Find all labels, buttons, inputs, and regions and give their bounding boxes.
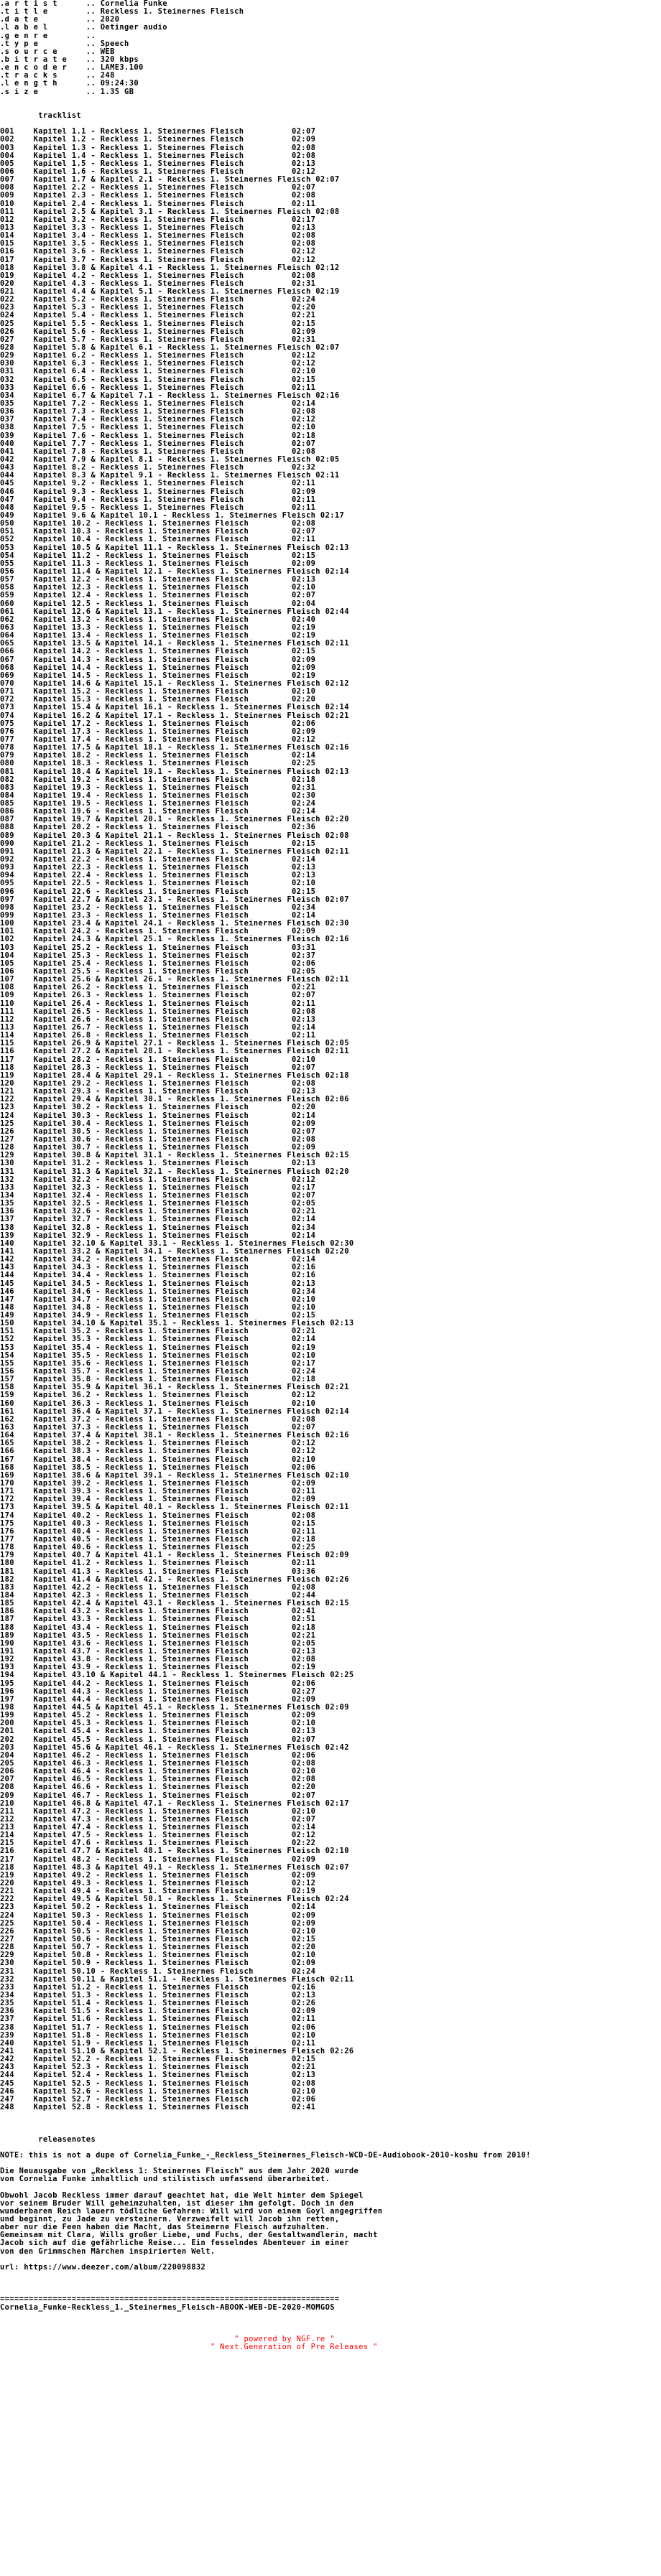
track-row: 074 Kapitel 16.2 & Kapitel 17.1 - Reckless 1. Steinernes Fleisch 02:21 [0,711,349,720]
track-row: 093 Kapitel 22.3 - Reckless 1. Steinernes Fleisch 02:13 [0,864,316,872]
note-line: Gemeinsam mit Clara, Wills großer Liebe, und Fuchs, der Gestaltwandlerin, macht [0,2231,378,2240]
track-row: 214 Kapitel 47.5 - Reckless 1. Steinernes Fleisch 02:12 [0,1831,316,1840]
track-row: 014 Kapitel 3.4 - Reckless 1. Steinernes Fleisch 02:08 [0,232,316,241]
track-row: 187 Kapitel 43.3 - Reckless 1. Steinernes Fleisch 02:51 [0,1615,316,1624]
track-row: 230 Kapitel 50.9 - Reckless 1. Steinernes Fleisch 02:09 [0,1959,316,1968]
track-row: 101 Kapitel 24.2 - Reckless 1. Steinernes Fleisch 02:09 [0,928,316,936]
track-row: 132 Kapitel 32.2 - Reckless 1. Steinernes Fleisch 02:12 [0,1175,316,1184]
track-row: 076 Kapitel 17.3 - Reckless 1. Steinernes Fleisch 02:09 [0,727,316,736]
track-row: 127 Kapitel 30.6 - Reckless 1. Steinernes Fleisch 02:08 [0,1135,316,1144]
releasenotes-heading: releasenotes [0,2135,96,2144]
track-row: 097 Kapitel 22.7 & Kapitel 23.1 - Reckless 1. Steinernes Fleisch 02:07 [0,895,349,904]
track-row: 223 Kapitel 50.2 - Reckless 1. Steinernes Fleisch 02:14 [0,1903,316,1912]
track-row: 162 Kapitel 37.2 - Reckless 1. Steinernes Fleisch 02:08 [0,1415,316,1424]
note-line: Die Neuausgabe von „Reckless 1: Steinernes Fleisch" aus dem Jahr 2020 wurde [0,2167,359,2176]
track-row: 154 Kapitel 35.5 - Reckless 1. Steinernes Fleisch 02:10 [0,1351,316,1360]
track-row: 178 Kapitel 40.6 - Reckless 1. Steinernes Fleisch 02:25 [0,1544,316,1552]
track-row: 157 Kapitel 35.8 - Reckless 1. Steinernes Fleisch 02:18 [0,1376,316,1384]
track-row: 004 Kapitel 1.4 - Reckless 1. Steinernes Fleisch 02:08 [0,151,316,160]
track-row: 057 Kapitel 12.2 - Reckless 1. Steinernes Fleisch 02:13 [0,576,316,584]
note-line [0,2160,661,2167]
track-row: 138 Kapitel 32.8 - Reckless 1. Steinernes Fleisch 02:34 [0,1223,316,1232]
track-row: 045 Kapitel 9.2 - Reckless 1. Steinernes Fleisch 02:11 [0,480,316,488]
track-row: 128 Kapitel 30.7 - Reckless 1. Steinernes Fleisch 02:09 [0,1144,316,1152]
track-row: 059 Kapitel 12.4 - Reckless 1. Steinernes Fleisch 02:07 [0,592,316,600]
track-row: 043 Kapitel 8.2 - Reckless 1. Steinernes Fleisch 02:32 [0,464,316,472]
track-row: 064 Kapitel 13.4 - Reckless 1. Steinernes Fleisch 02:19 [0,632,316,640]
track-row: 205 Kapitel 46.3 - Reckless 1. Steinernes Fleisch 02:08 [0,1759,316,1768]
track-row: 246 Kapitel 52.6 - Reckless 1. Steinernes Fleisch 02:10 [0,2087,316,2096]
track-row: 224 Kapitel 50.3 - Reckless 1. Steinernes Fleisch 02:09 [0,1911,316,1920]
track-row: 063 Kapitel 13.3 - Reckless 1. Steinernes Fleisch 02:19 [0,623,316,632]
track-row: 096 Kapitel 22.6 - Reckless 1. Steinernes Fleisch 02:15 [0,887,316,896]
track-row: 105 Kapitel 25.4 - Reckless 1. Steinernes Fleisch 02:06 [0,959,316,968]
track-row: 020 Kapitel 4.3 - Reckless 1. Steinernes Fleisch 02:31 [0,279,316,288]
track-row: 042 Kapitel 7.9 & Kapitel 8.1 - Reckless 1. Steinernes Fleisch 02:05 [0,456,340,465]
track-row: 237 Kapitel 51.6 - Reckless 1. Steinernes Fleisch 02:11 [0,2015,316,2024]
spacer [0,2287,661,2295]
track-row: 078 Kapitel 17.5 & Kapitel 18.1 - Reckless 1. Steinernes Fleisch 02:16 [0,744,349,752]
track-row: 068 Kapitel 14.4 - Reckless 1. Steinernes Fleisch 02:09 [0,663,316,672]
track-row: 002 Kapitel 1.2 - Reckless 1. Steinernes Fleisch 02:09 [0,136,316,144]
track-row: 183 Kapitel 42.2 - Reckless 1. Steinernes Fleisch 02:08 [0,1583,316,1592]
track-row: 058 Kapitel 12.3 - Reckless 1. Steinernes Fleisch 02:10 [0,584,316,592]
header-line: .b i t r a t e .. 320 kbps [0,55,139,64]
track-row: 170 Kapitel 39.2 - Reckless 1. Steinernes Fleisch 02:09 [0,1480,316,1488]
track-row: 248 Kapitel 52.8 - Reckless 1. Steinernes Fleisch 02:41 [0,2103,316,2111]
track-row: 111 Kapitel 26.5 - Reckless 1. Steinernes Fleisch 02:08 [0,1007,316,1016]
track-row: 029 Kapitel 6.2 - Reckless 1. Steinernes Fleisch 02:12 [0,352,316,360]
note-line: vor seinem Bruder Will geheimzuhalten, ist dieser ihm gefolgt. Doch in den [0,2199,354,2208]
track-row: 177 Kapitel 40.5 - Reckless 1. Steinernes Fleisch 02:18 [0,1536,316,1544]
header-line: .e n c o d e r .. LAME3.100 [0,64,144,73]
track-row: 191 Kapitel 43.7 - Reckless 1. Steinernes Fleisch 02:13 [0,1647,316,1656]
track-row: 245 Kapitel 52.5 - Reckless 1. Steinernes Fleisch 02:08 [0,2079,316,2088]
track-row: 037 Kapitel 7.4 - Reckless 1. Steinernes Fleisch 02:12 [0,416,316,424]
track-row: 239 Kapitel 51.8 - Reckless 1. Steinernes Fleisch 02:10 [0,2031,316,2040]
track-row: 119 Kapitel 28.4 & Kapitel 29.1 - Reckless 1. Steinernes Fleisch 02:18 [0,1071,349,1080]
track-row: 088 Kapitel 20.2 - Reckless 1. Steinernes Fleisch 02:36 [0,823,316,832]
track-row: 010 Kapitel 2.4 - Reckless 1. Steinernes Fleisch 02:11 [0,200,316,208]
track-row: 049 Kapitel 9.6 & Kapitel 10.1 - Reckless 1. Steinernes Fleisch 02:17 [0,512,345,520]
track-row: 048 Kapitel 9.5 - Reckless 1. Steinernes Fleisch 02:11 [0,503,316,512]
note-line: aber nur die Feen haben die Macht, das Steinerne Fleisch aufzuhalten. [0,2223,330,2232]
tracklist-heading: tracklist [0,111,82,120]
track-row: 086 Kapitel 19.6 - Reckless 1. Steinernes Fleisch 02:14 [0,808,316,816]
track-row: 039 Kapitel 7.6 - Reckless 1. Steinernes Fleisch 02:18 [0,431,316,440]
note-line: und beginnt, zu Jade zu versteinern. Verzweifelt will Jacob ihn retten, [0,2215,340,2223]
track-row: 171 Kapitel 39.3 - Reckless 1. Steinernes Fleisch 02:11 [0,1488,316,1496]
track-row: 217 Kapitel 48.2 - Reckless 1. Steinernes Fleisch 02:09 [0,1855,316,1864]
track-row: 156 Kapitel 35.7 - Reckless 1. Steinernes Fleisch 02:24 [0,1368,316,1376]
track-row: 174 Kapitel 40.2 - Reckless 1. Steinernes Fleisch 02:08 [0,1511,316,1520]
track-row: 206 Kapitel 46.4 - Reckless 1. Steinernes Fleisch 02:10 [0,1768,316,1776]
track-row: 196 Kapitel 44.3 - Reckless 1. Steinernes Fleisch 02:27 [0,1687,316,1696]
track-row: 120 Kapitel 29.2 - Reckless 1. Steinernes Fleisch 02:08 [0,1079,316,1088]
track-row: 210 Kapitel 46.8 & Kapitel 47.1 - Reckless 1. Steinernes Fleisch 02:17 [0,1799,349,1808]
track-row: 165 Kapitel 38.2 - Reckless 1. Steinernes Fleisch 02:12 [0,1439,316,1448]
header-line: .t r a c k s .. 248 [0,72,115,80]
track-row: 200 Kapitel 45.3 - Reckless 1. Steinernes Fleisch 02:10 [0,1719,316,1728]
track-row: 098 Kapitel 23.2 - Reckless 1. Steinernes Fleisch 02:34 [0,903,316,912]
track-row: 003 Kapitel 1.3 - Reckless 1. Steinernes Fleisch 02:08 [0,144,316,152]
track-row: 136 Kapitel 32.6 - Reckless 1. Steinernes Fleisch 02:21 [0,1208,316,1216]
track-row: 167 Kapitel 38.4 - Reckless 1. Steinernes Fleisch 02:10 [0,1455,316,1464]
header-line: .l e n g t h .. 09:24:30 [0,80,139,88]
track-row: 013 Kapitel 3.3 - Reckless 1. Steinernes Fleisch 02:13 [0,223,316,232]
track-row: 215 Kapitel 47.6 - Reckless 1. Steinernes Fleisch 02:22 [0,1839,316,1848]
track-row: 087 Kapitel 19.7 & Kapitel 20.1 - Reckless 1. Steinernes Fleisch 02:20 [0,816,349,824]
track-row: 172 Kapitel 39.4 - Reckless 1. Steinernes Fleisch 02:09 [0,1495,316,1504]
track-row: 194 Kapitel 43.10 & Kapitel 44.1 - Reckless 1. Steinernes Fleisch 02:25 [0,1671,354,1680]
track-row: 159 Kapitel 36.2 - Reckless 1. Steinernes Fleisch 02:12 [0,1391,316,1400]
track-row: 017 Kapitel 3.7 - Reckless 1. Steinernes Fleisch 02:12 [0,256,316,264]
track-row: 142 Kapitel 34.2 - Reckless 1. Steinernes Fleisch 02:14 [0,1256,316,1264]
track-row: 125 Kapitel 30.4 - Reckless 1. Steinernes Fleisch 02:09 [0,1119,316,1128]
track-row: 047 Kapitel 9.4 - Reckless 1. Steinernes Fleisch 02:11 [0,495,316,504]
track-row: 203 Kapitel 45.6 & Kapitel 46.1 - Reckless 1. Steinernes Fleisch 02:42 [0,1743,349,1752]
track-row: 077 Kapitel 17.4 - Reckless 1. Steinernes Fleisch 02:12 [0,735,316,744]
spacer [0,2328,661,2335]
track-row: 219 Kapitel 49.2 - Reckless 1. Steinernes Fleisch 02:09 [0,1871,316,1880]
track-row: 221 Kapitel 49.4 - Reckless 1. Steinernes Fleisch 02:19 [0,1887,316,1896]
track-row: 123 Kapitel 30.2 - Reckless 1. Steinernes Fleisch 02:20 [0,1103,316,1112]
track-row: 018 Kapitel 3.8 & Kapitel 4.1 - Reckless 1. Steinernes Fleisch 02:12 [0,263,340,272]
track-row: 107 Kapitel 25.6 & Kapitel 26.1 - Reckless 1. Steinernes Fleisch 02:11 [0,976,349,984]
spacer [0,2320,661,2328]
track-row: 137 Kapitel 32.7 - Reckless 1. Steinernes Fleisch 02:14 [0,1215,316,1224]
track-row: 072 Kapitel 15.3 - Reckless 1. Steinernes Fleisch 02:20 [0,696,316,704]
track-row: 244 Kapitel 52.4 - Reckless 1. Steinernes Fleisch 02:13 [0,2071,316,2080]
footer-line: " Next.Generation of Pre Releases " [0,2343,378,2352]
spacer [0,96,661,104]
note-line: wunderbaren Reich lauern tödliche Gefahren: Will wird von einem Goyl angegriffen [0,2207,383,2216]
track-row: 079 Kapitel 18.2 - Reckless 1. Steinernes Fleisch 02:14 [0,752,316,760]
track-row: 173 Kapitel 39.5 & Kapitel 40.1 - Reckless 1. Steinernes Fleisch 02:11 [0,1503,349,1512]
track-row: 135 Kapitel 32.5 - Reckless 1. Steinernes Fleisch 02:05 [0,1200,316,1208]
track-row: 189 Kapitel 43.5 - Reckless 1. Steinernes Fleisch 02:21 [0,1631,316,1640]
spacer [0,2272,661,2279]
track-row: 015 Kapitel 3.5 - Reckless 1. Steinernes Fleisch 02:08 [0,240,316,248]
track-row: 247 Kapitel 52.7 - Reckless 1. Steinernes Fleisch 02:06 [0,2095,316,2104]
spacer [0,2127,661,2135]
spacer [0,2119,661,2127]
track-row: 082 Kapitel 19.2 - Reckless 1. Steinernes Fleisch 02:18 [0,775,316,784]
footer-line: " powered by NGF.re " [0,2335,335,2344]
track-row: 067 Kapitel 14.3 - Reckless 1. Steinernes Fleisch 02:09 [0,655,316,664]
track-row: 151 Kapitel 35.2 - Reckless 1. Steinernes Fleisch 02:21 [0,1327,316,1336]
track-row: 031 Kapitel 6.4 - Reckless 1. Steinernes Fleisch 02:10 [0,368,316,376]
track-row: 115 Kapitel 26.9 & Kapitel 27.1 - Reckless 1. Steinernes Fleisch 02:05 [0,1040,349,1048]
track-row: 071 Kapitel 15.2 - Reckless 1. Steinernes Fleisch 02:10 [0,688,316,696]
track-row: 220 Kapitel 49.3 - Reckless 1. Steinernes Fleisch 02:12 [0,1880,316,1888]
track-row: 188 Kapitel 43.4 - Reckless 1. Steinernes Fleisch 02:18 [0,1623,316,1632]
track-row: 129 Kapitel 30.8 & Kapitel 31.1 - Reckless 1. Steinernes Fleisch 02:15 [0,1152,349,1160]
track-row: 155 Kapitel 35.6 - Reckless 1. Steinernes Fleisch 02:17 [0,1359,316,1368]
note-line: von Cornelia Funke inhaltlich und stilistisch umfassend überarbeitet. [0,2175,330,2184]
track-row: 212 Kapitel 47.3 - Reckless 1. Steinernes Fleisch 02:07 [0,1815,316,1824]
track-row: 103 Kapitel 25.2 - Reckless 1. Steinernes Fleisch 03:31 [0,943,316,952]
track-row: 242 Kapitel 52.2 - Reckless 1. Steinernes Fleisch 02:15 [0,2055,316,2064]
track-row: 091 Kapitel 21.3 & Kapitel 22.1 - Reckless 1. Steinernes Fleisch 02:11 [0,847,349,856]
track-row: 148 Kapitel 34.8 - Reckless 1. Steinernes Fleisch 02:10 [0,1303,316,1312]
spacer [0,2111,661,2119]
track-row: 222 Kapitel 49.5 & Kapitel 50.1 - Reckless 1. Steinernes Fleisch 02:24 [0,1895,349,1904]
track-row: 081 Kapitel 18.4 & Kapitel 19.1 - Reckless 1. Steinernes Fleisch 02:13 [0,767,349,776]
track-row: 204 Kapitel 46.2 - Reckless 1. Steinernes Fleisch 02:06 [0,1751,316,1760]
header-line: .g e n r e .. [0,32,96,40]
track-row: 158 Kapitel 35.9 & Kapitel 36.1 - Reckless 1. Steinernes Fleisch 02:21 [0,1383,349,1392]
header-line: .a r t i s t .. Cornelia Funke [0,0,167,8]
track-row: 007 Kapitel 1.7 & Kapitel 2.1 - Reckless 1. Steinernes Fleisch 02:07 [0,176,340,185]
track-row: 225 Kapitel 50.4 - Reckless 1. Steinernes Fleisch 02:09 [0,1919,316,1928]
spacer [0,120,661,128]
track-row: 122 Kapitel 29.4 & Kapitel 30.1 - Reckless 1. Steinernes Fleisch 02:06 [0,1096,349,1104]
track-row: 023 Kapitel 5.3 - Reckless 1. Steinernes Fleisch 02:20 [0,304,316,312]
track-row: 124 Kapitel 30.3 - Reckless 1. Steinernes Fleisch 02:14 [0,1111,316,1120]
track-row: 160 Kapitel 36.3 - Reckless 1. Steinernes Fleisch 02:10 [0,1399,316,1408]
track-row: 236 Kapitel 51.5 - Reckless 1. Steinernes Fleisch 02:09 [0,2007,316,2016]
track-row: 169 Kapitel 38.6 & Kapitel 39.1 - Reckless 1. Steinernes Fleisch 02:10 [0,1471,349,1480]
track-row: 192 Kapitel 43.8 - Reckless 1. Steinernes Fleisch 02:08 [0,1656,316,1664]
spacer [0,2312,661,2320]
track-row: 113 Kapitel 26.7 - Reckless 1. Steinernes Fleisch 02:14 [0,1024,316,1032]
track-row: 040 Kapitel 7.7 - Reckless 1. Steinernes Fleisch 02:07 [0,439,316,448]
track-row: 228 Kapitel 50.7 - Reckless 1. Steinernes Fleisch 02:20 [0,1943,316,1952]
track-row: 133 Kapitel 32.3 - Reckless 1. Steinernes Fleisch 02:17 [0,1183,316,1192]
track-row: 144 Kapitel 34.4 - Reckless 1. Steinernes Fleisch 02:16 [0,1271,316,1280]
release-info-header [0,0,661,96]
track-row: 121 Kapitel 29.3 - Reckless 1. Steinernes Fleisch 02:13 [0,1088,316,1096]
track-row: 026 Kapitel 5.6 - Reckless 1. Steinernes Fleisch 02:09 [0,327,316,336]
track-row: 034 Kapitel 6.7 & Kapitel 7.1 - Reckless 1. Steinernes Fleisch 02:16 [0,391,340,400]
track-row: 092 Kapitel 22.2 - Reckless 1. Steinernes Fleisch 02:14 [0,856,316,864]
track-row: 232 Kapitel 50.11 & Kapitel 51.1 - Reckless 1. Steinernes Fleisch 02:11 [0,1975,354,1984]
track-row: 180 Kapitel 41.2 - Reckless 1. Steinernes Fleisch 02:11 [0,1559,316,1568]
track-row: 054 Kapitel 11.2 - Reckless 1. Steinernes Fleisch 02:15 [0,551,316,560]
track-row: 207 Kapitel 46.5 - Reckless 1. Steinernes Fleisch 02:08 [0,1775,316,1784]
track-row: 116 Kapitel 27.2 & Kapitel 28.1 - Reckless 1. Steinernes Fleisch 02:11 [0,1047,349,1056]
track-row: 112 Kapitel 26.6 - Reckless 1. Steinernes Fleisch 02:13 [0,1015,316,1024]
track-row: 100 Kapitel 23.4 & Kapitel 24.1 - Reckless 1. Steinernes Fleisch 02:30 [0,920,349,928]
track-row: 147 Kapitel 34.7 - Reckless 1. Steinernes Fleisch 02:10 [0,1295,316,1304]
track-row: 240 Kapitel 51.9 - Reckless 1. Steinernes Fleisch 02:11 [0,2039,316,2048]
track-row: 001 Kapitel 1.1 - Reckless 1. Steinernes Fleisch 02:07 [0,128,316,136]
track-row: 197 Kapitel 44.4 - Reckless 1. Steinernes Fleisch 02:09 [0,1695,316,1704]
track-row: 175 Kapitel 40.3 - Reckless 1. Steinernes Fleisch 02:15 [0,1519,316,1528]
track-row: 025 Kapitel 5.5 - Reckless 1. Steinernes Fleisch 02:15 [0,319,316,328]
track-row: 022 Kapitel 5.2 - Reckless 1. Steinernes Fleisch 02:24 [0,296,316,304]
track-row: 182 Kapitel 41.4 & Kapitel 42.1 - Reckless 1. Steinernes Fleisch 02:26 [0,1575,349,1584]
track-row: 094 Kapitel 22.4 - Reckless 1. Steinernes Fleisch 02:13 [0,872,316,880]
track-row: 009 Kapitel 2.3 - Reckless 1. Steinernes Fleisch 02:08 [0,192,316,200]
track-row: 227 Kapitel 50.6 - Reckless 1. Steinernes Fleisch 02:15 [0,1936,316,1944]
track-row: 166 Kapitel 38.3 - Reckless 1. Steinernes Fleisch 02:12 [0,1447,316,1456]
track-row: 011 Kapitel 2.5 & Kapitel 3.1 - Reckless 1. Steinernes Fleisch 02:08 [0,207,340,216]
header-line: .t y p e .. Speech [0,39,129,48]
track-row: 104 Kapitel 25.3 - Reckless 1. Steinernes Fleisch 02:37 [0,951,316,960]
header-line: .s o u r c e .. WEB [0,47,115,56]
track-row: 019 Kapitel 4.2 - Reckless 1. Steinernes Fleisch 02:08 [0,271,316,280]
track-row: 062 Kapitel 13.2 - Reckless 1. Steinernes Fleisch 02:40 [0,615,316,624]
spacer [0,104,661,112]
track-row: 149 Kapitel 34.9 - Reckless 1. Steinernes Fleisch 02:15 [0,1312,316,1320]
track-row: 145 Kapitel 34.5 - Reckless 1. Steinernes Fleisch 02:13 [0,1279,316,1288]
track-row: 075 Kapitel 17.2 - Reckless 1. Steinernes Fleisch 02:06 [0,719,316,728]
track-row: 110 Kapitel 26.4 - Reckless 1. Steinernes Fleisch 02:11 [0,999,316,1008]
track-row: 201 Kapitel 45.4 - Reckless 1. Steinernes Fleisch 02:13 [0,1727,316,1736]
track-row: 109 Kapitel 26.3 - Reckless 1. Steinernes Fleisch 02:07 [0,991,316,1000]
track-row: 184 Kapitel 42.3 - Reckless 1. Steinernes Fleisch 02:44 [0,1591,316,1600]
track-row: 085 Kapitel 19.5 - Reckless 1. Steinernes Fleisch 02:24 [0,800,316,808]
note-line [0,2256,661,2264]
track-row: 152 Kapitel 35.3 - Reckless 1. Steinernes Fleisch 02:14 [0,1335,316,1344]
track-row: 090 Kapitel 21.2 - Reckless 1. Steinernes Fleisch 02:15 [0,839,316,848]
track-row: 146 Kapitel 34.6 - Reckless 1. Steinernes Fleisch 02:34 [0,1287,316,1296]
track-row: 050 Kapitel 10.2 - Reckless 1. Steinernes Fleisch 02:08 [0,520,316,528]
track-row: 218 Kapitel 48.3 & Kapitel 49.1 - Reckless 1. Steinernes Fleisch 02:07 [0,1863,349,1872]
track-row: 179 Kapitel 40.7 & Kapitel 41.1 - Reckless 1. Steinernes Fleisch 02:09 [0,1551,349,1560]
track-row: 024 Kapitel 5.4 - Reckless 1. Steinernes Fleisch 02:21 [0,312,316,320]
track-row: 102 Kapitel 24.3 & Kapitel 25.1 - Reckless 1. Steinernes Fleisch 02:16 [0,935,349,944]
track-row: 021 Kapitel 4.4 & Kapitel 5.1 - Reckless 1. Steinernes Fleisch 02:19 [0,288,340,297]
track-row: 168 Kapitel 38.5 - Reckless 1. Steinernes Fleisch 02:06 [0,1463,316,1472]
track-row: 028 Kapitel 5.8 & Kapitel 6.1 - Reckless 1. Steinernes Fleisch 02:07 [0,344,340,353]
track-row: 202 Kapitel 45.5 - Reckless 1. Steinernes Fleisch 02:07 [0,1735,316,1744]
track-row: 008 Kapitel 2.2 - Reckless 1. Steinernes Fleisch 02:07 [0,184,316,192]
track-row: 084 Kapitel 19.4 - Reckless 1. Steinernes Fleisch 02:30 [0,791,316,800]
track-row: 032 Kapitel 6.5 - Reckless 1. Steinernes Fleisch 02:15 [0,375,316,384]
spacer [0,2144,661,2152]
track-row: 131 Kapitel 31.3 & Kapitel 32.1 - Reckless 1. Steinernes Fleisch 02:20 [0,1167,349,1176]
track-row: 241 Kapitel 51.10 & Kapitel 52.1 - Reckless 1. Steinernes Fleisch 02:26 [0,2048,354,2055]
track-row: 033 Kapitel 6.6 - Reckless 1. Steinernes Fleisch 02:11 [0,383,316,392]
track-row: 163 Kapitel 37.3 - Reckless 1. Steinernes Fleisch 02:07 [0,1424,316,1432]
track-row: 052 Kapitel 10.4 - Reckless 1. Steinernes Fleisch 02:11 [0,536,316,544]
header-line: .s i z e .. 1.35 GB [0,88,134,96]
track-row: 053 Kapitel 10.5 & Kapitel 11.1 - Reckless 1. Steinernes Fleisch 02:13 [0,543,349,552]
track-row: 055 Kapitel 11.3 - Reckless 1. Steinernes Fleisch 02:09 [0,559,316,568]
track-row: 044 Kapitel 8.3 & Kapitel 9.1 - Reckless 1. Steinernes Fleisch 02:11 [0,472,340,480]
header-line: .l a b e l .. Oetinger audio [0,24,167,32]
footer [0,2335,661,2351]
note-line: NOTE: this is not a dupe of Cornelia_Funke_-_Reckless_Steinernes_Fleisch-WCD-DE-Audiobook-2010-koshu from 2010! [0,2151,531,2160]
note-line [0,2183,661,2191]
track-row: 126 Kapitel 30.5 - Reckless 1. Steinernes Fleisch 02:07 [0,1127,316,1136]
track-row: 041 Kapitel 7.8 - Reckless 1. Steinernes Fleisch 02:08 [0,447,316,456]
track-row: 143 Kapitel 34.3 - Reckless 1. Steinernes Fleisch 02:16 [0,1264,316,1272]
note-line: url: https://www.deezer.com/album/220098832 [0,2263,206,2272]
track-row: 213 Kapitel 47.4 - Reckless 1. Steinernes Fleisch 02:14 [0,1824,316,1832]
track-row: 140 Kapitel 32.10 & Kapitel 33.1 - Reckless 1. Steinernes Fleisch 02:30 [0,1239,354,1248]
tracklist [0,128,661,2111]
track-row: 243 Kapitel 52.3 - Reckless 1. Steinernes Fleisch 02:21 [0,2063,316,2072]
track-row: 083 Kapitel 19.3 - Reckless 1. Steinernes Fleisch 02:31 [0,783,316,792]
track-row: 065 Kapitel 13.5 & Kapitel 14.1 - Reckless 1. Steinernes Fleisch 02:11 [0,640,349,648]
track-row: 195 Kapitel 44.2 - Reckless 1. Steinernes Fleisch 02:06 [0,1679,316,1688]
track-row: 114 Kapitel 26.8 - Reckless 1. Steinernes Fleisch 02:11 [0,1032,316,1040]
track-row: 141 Kapitel 33.2 & Kapitel 34.1 - Reckless 1. Steinernes Fleisch 02:20 [0,1247,349,1256]
track-row: 060 Kapitel 12.5 - Reckless 1. Steinernes Fleisch 02:04 [0,599,316,608]
track-row: 229 Kapitel 50.8 - Reckless 1. Steinernes Fleisch 02:10 [0,1951,316,1960]
track-row: 066 Kapitel 14.2 - Reckless 1. Steinernes Fleisch 02:15 [0,648,316,656]
track-row: 130 Kapitel 31.2 - Reckless 1. Steinernes Fleisch 02:13 [0,1159,316,1168]
track-row: 038 Kapitel 7.5 - Reckless 1. Steinernes Fleisch 02:10 [0,424,316,432]
track-row: 036 Kapitel 7.3 - Reckless 1. Steinernes Fleisch 02:08 [0,408,316,416]
separator-line: ======================================================================= [0,2295,340,2304]
track-row: 235 Kapitel 51.4 - Reckless 1. Steinernes Fleisch 02:26 [0,1999,316,2008]
track-row: 161 Kapitel 36.4 & Kapitel 37.1 - Reckless 1. Steinernes Fleisch 02:14 [0,1407,349,1416]
track-row: 089 Kapitel 20.3 & Kapitel 21.1 - Reckless 1. Steinernes Fleisch 02:08 [0,831,349,840]
note-line: Jacob sich auf die gefährliche Reise... Ein fesselndes Abenteuer in einer [0,2239,349,2248]
track-row: 108 Kapitel 26.2 - Reckless 1. Steinernes Fleisch 02:21 [0,984,316,992]
track-row: 176 Kapitel 40.4 - Reckless 1. Steinernes Fleisch 02:11 [0,1527,316,1536]
track-row: 099 Kapitel 23.3 - Reckless 1. Steinernes Fleisch 02:14 [0,912,316,920]
spacer [0,2279,661,2287]
track-row: 027 Kapitel 5.7 - Reckless 1. Steinernes Fleisch 02:31 [0,335,316,344]
track-row: 117 Kapitel 28.2 - Reckless 1. Steinernes Fleisch 02:10 [0,1055,316,1064]
track-row: 181 Kapitel 41.3 - Reckless 1. Steinernes Fleisch 03:36 [0,1567,316,1576]
track-row: 186 Kapitel 43.2 - Reckless 1. Steinernes Fleisch 02:41 [0,1607,316,1616]
track-row: 070 Kapitel 14.6 & Kapitel 15.1 - Reckless 1. Steinernes Fleisch 02:12 [0,679,349,688]
track-row: 233 Kapitel 51.2 - Reckless 1. Steinernes Fleisch 02:16 [0,1983,316,1992]
track-row: 199 Kapitel 45.2 - Reckless 1. Steinernes Fleisch 02:09 [0,1712,316,1720]
track-row: 046 Kapitel 9.3 - Reckless 1. Steinernes Fleisch 02:09 [0,487,316,496]
track-row: 139 Kapitel 32.9 - Reckless 1. Steinernes Fleisch 02:14 [0,1231,316,1240]
track-row: 035 Kapitel 7.2 - Reckless 1. Steinernes Fleisch 02:14 [0,400,316,409]
track-row: 073 Kapitel 15.4 & Kapitel 16.1 - Reckless 1. Steinernes Fleisch 02:14 [0,704,349,712]
track-row: 150 Kapitel 34.10 & Kapitel 35.1 - Reckless 1. Steinernes Fleisch 02:13 [0,1320,354,1328]
track-row: 069 Kapitel 14.5 - Reckless 1. Steinernes Fleisch 02:19 [0,671,316,680]
track-row: 080 Kapitel 18.3 - Reckless 1. Steinernes Fleisch 02:25 [0,760,316,768]
header-line: .d a t e .. 2020 [0,16,120,24]
track-row: 209 Kapitel 46.7 - Reckless 1. Steinernes Fleisch 02:07 [0,1791,316,1800]
track-row: 211 Kapitel 47.2 - Reckless 1. Steinernes Fleisch 02:10 [0,1807,316,1816]
track-row: 164 Kapitel 37.4 & Kapitel 38.1 - Reckless 1. Steinernes Fleisch 02:16 [0,1432,349,1440]
track-row: 198 Kapitel 44.5 & Kapitel 45.1 - Reckless 1. Steinernes Fleisch 02:09 [0,1703,349,1712]
track-row: 012 Kapitel 3.2 - Reckless 1. Steinernes Fleisch 02:17 [0,215,316,224]
release-name: Cornelia_Funke-Reckless_1._Steinernes_Fleisch-ABOOK-WEB-DE-2020-MOMGOS [0,2303,335,2312]
track-row: 005 Kapitel 1.5 - Reckless 1. Steinernes Fleisch 02:13 [0,159,316,168]
track-row: 185 Kapitel 42.4 & Kapitel 43.1 - Reckless 1. Steinernes Fleisch 02:15 [0,1600,349,1608]
track-row: 153 Kapitel 35.4 - Reckless 1. Steinernes Fleisch 02:19 [0,1343,316,1352]
note-line: von den Grimmschen Märchen inspirierten Welt. [0,2247,216,2256]
track-row: 208 Kapitel 46.6 - Reckless 1. Steinernes Fleisch 02:20 [0,1783,316,1792]
track-row: 231 Kapitel 50.10 - Reckless 1. Steinernes Fleisch 02:24 [0,1967,316,1976]
track-row: 051 Kapitel 10.3 - Reckless 1. Steinernes Fleisch 02:07 [0,528,316,536]
track-row: 238 Kapitel 51.7 - Reckless 1. Steinernes Fleisch 02:06 [0,2023,316,2032]
track-row: 190 Kapitel 43.6 - Reckless 1. Steinernes Fleisch 02:05 [0,1639,316,1648]
note-line: Obwohl Jacob Reckless immer darauf geachtet hat, die Welt hinter dem Spiegel [0,2191,364,2200]
track-row: 226 Kapitel 50.5 - Reckless 1. Steinernes Fleisch 02:10 [0,1927,316,1936]
header-line: .t i t l e .. Reckless 1. Steinernes Fleisch [0,8,244,17]
track-row: 095 Kapitel 22.5 - Reckless 1. Steinernes Fleisch 02:10 [0,879,316,888]
track-row: 016 Kapitel 3.6 - Reckless 1. Steinernes Fleisch 02:12 [0,248,316,256]
track-row: 006 Kapitel 1.6 - Reckless 1. Steinernes Fleisch 02:12 [0,167,316,176]
releasenotes [0,2152,661,2272]
track-row: 216 Kapitel 47.7 & Kapitel 48.1 - Reckless 1. Steinernes Fleisch 02:10 [0,1847,349,1856]
track-row: 234 Kapitel 51.3 - Reckless 1. Steinernes Fleisch 02:13 [0,1992,316,2000]
track-row: 056 Kapitel 11.4 & Kapitel 12.1 - Reckless 1. Steinernes Fleisch 02:14 [0,567,349,576]
track-row: 106 Kapitel 25.5 - Reckless 1. Steinernes Fleisch 02:05 [0,968,316,976]
track-row: 118 Kapitel 28.3 - Reckless 1. Steinernes Fleisch 02:07 [0,1063,316,1072]
track-row: 030 Kapitel 6.3 - Reckless 1. Steinernes Fleisch 02:12 [0,360,316,368]
track-row: 061 Kapitel 12.6 & Kapitel 13.1 - Reckless 1. Steinernes Fleisch 02:44 [0,607,349,616]
track-row: 134 Kapitel 32.4 - Reckless 1. Steinernes Fleisch 02:07 [0,1191,316,1200]
track-row: 193 Kapitel 43.9 - Reckless 1. Steinernes Fleisch 02:19 [0,1663,316,1672]
